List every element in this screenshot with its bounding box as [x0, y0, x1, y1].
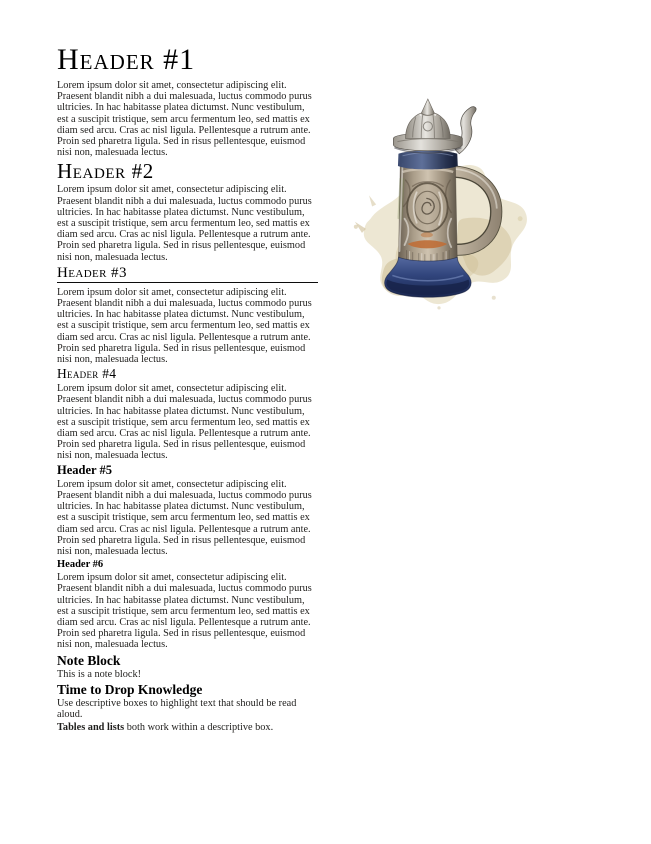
section-5-heading: Header #5 [57, 462, 112, 477]
section-3-heading: Header #3 [57, 265, 318, 283]
knowledge-block-line2 [57, 722, 318, 733]
stein-foot [385, 257, 472, 297]
note-block-text: This is a note block! [57, 668, 142, 680]
section-5-paragraph: Lorem ipsum dolor sit amet, consectetur adipiscing elit. Praesent blandit nibh a dui malesuada, luctus commodo purus ultricies. In hac habitasse platea dictumst. Nunc vestibulum, est a suscipit tristique, sem arcu fermentum leo, sed mattis ex diam sed arcu. Cras ac nisl ligula. Pellentesque a rutrum ante. Proin sed pharetra ligula. Sed in risus pellentesque, euismod nisi non, malesuada lectus. [57, 478, 312, 557]
section-2-paragraph: Lorem ipsum dolor sit amet, consectetur adipiscing elit. Praesent blandit nibh a dui malesuada, luctus commodo purus ultricies. In hac habitasse platea dictumst. Nunc vestibulum, est a suscipit tristique, sem arcu fermentum leo, sed mattis ex diam sed arcu. Cras ac nisl ligula. Pellentesque a rutrum ante. Proin sed pharetra ligula. Sed in risus pellentesque, euismod nisi non, malesuada lectus. [57, 184, 312, 263]
section-1-heading: Header #1 [57, 43, 196, 76]
section-6-heading: Header #6 [57, 559, 104, 571]
beer-stein-illustration [341, 97, 535, 315]
section-4-heading: Header #4 [57, 366, 117, 382]
note-block-title: Note Block [57, 652, 121, 668]
section-6-paragraph: Lorem ipsum dolor sit amet, consectetur adipiscing elit. Praesent blandit nibh a dui malesuada, luctus commodo purus ultricies. In hac habitasse platea dictumst. Nunc vestibulum, est a suscipit tristique, sem arcu fermentum leo, sed mattis ex diam sed arcu. Cras ac nisl ligula. Pellentesque a rutrum ante. Proin sed pharetra ligula. Sed in risus pellentesque, euismod nisi non, malesuada lectus. [57, 572, 312, 651]
section-3-paragraph: Lorem ipsum dolor sit amet, consectetur adipiscing elit. Praesent blandit nibh a dui malesuada, luctus commodo purus ultricies. In hac habitasse platea dictumst. Nunc vestibulum, est a suscipit tristique, sem arcu fermentum leo, sed mattis ex diam sed arcu. Cras ac nisl ligula. Pellentesque a rutrum ante. Proin sed pharetra ligula. Sed in risus pellentesque, euismod nisi non, malesuada lectus. [57, 286, 312, 366]
stein-finial [421, 99, 434, 116]
section-4-paragraph: Lorem ipsum dolor sit amet, consectetur adipiscing elit. Praesent blandit nibh a dui malesuada, luctus commodo purus ultricies. In hac habitasse platea dictumst. Nunc vestibulum, est a suscipit tristique, sem arcu fermentum leo, sed mattis ex diam sed arcu. Cras ac nisl ligula. Pellentesque a rutrum ante. Proin sed pharetra ligula. Sed in risus pellentesque, euismod nisi non, malesuada lectus. [57, 383, 312, 462]
knowledge-block-line1: Use descriptive boxes to highlight text that should be read aloud. [57, 697, 297, 720]
text-column [57, 44, 318, 735]
knowledge-block-line2-rest: both work within a descriptive box. [124, 722, 274, 734]
knowledge-block-title: Time to Drop Knowledge [57, 681, 203, 697]
section-1-paragraph: Lorem ipsum dolor sit amet, consectetur adipiscing elit. Praesent blandit nibh a dui malesuada, luctus commodo purus ultricies. In hac habitasse platea dictumst. Nunc vestibulum, est a suscipit tristique, sem arcu fermentum leo, sed mattis ex diam sed arcu. Cras ac nisl ligula. Pellentesque a rutrum ante. Proin sed pharetra ligula. Sed in risus pellentesque, euismod nisi non, malesuada lectus. [57, 80, 312, 159]
section-2-heading: Header #2 [57, 159, 154, 184]
art-column [341, 97, 535, 315]
knowledge-block-line2-bold: Tables and lists [57, 722, 125, 734]
